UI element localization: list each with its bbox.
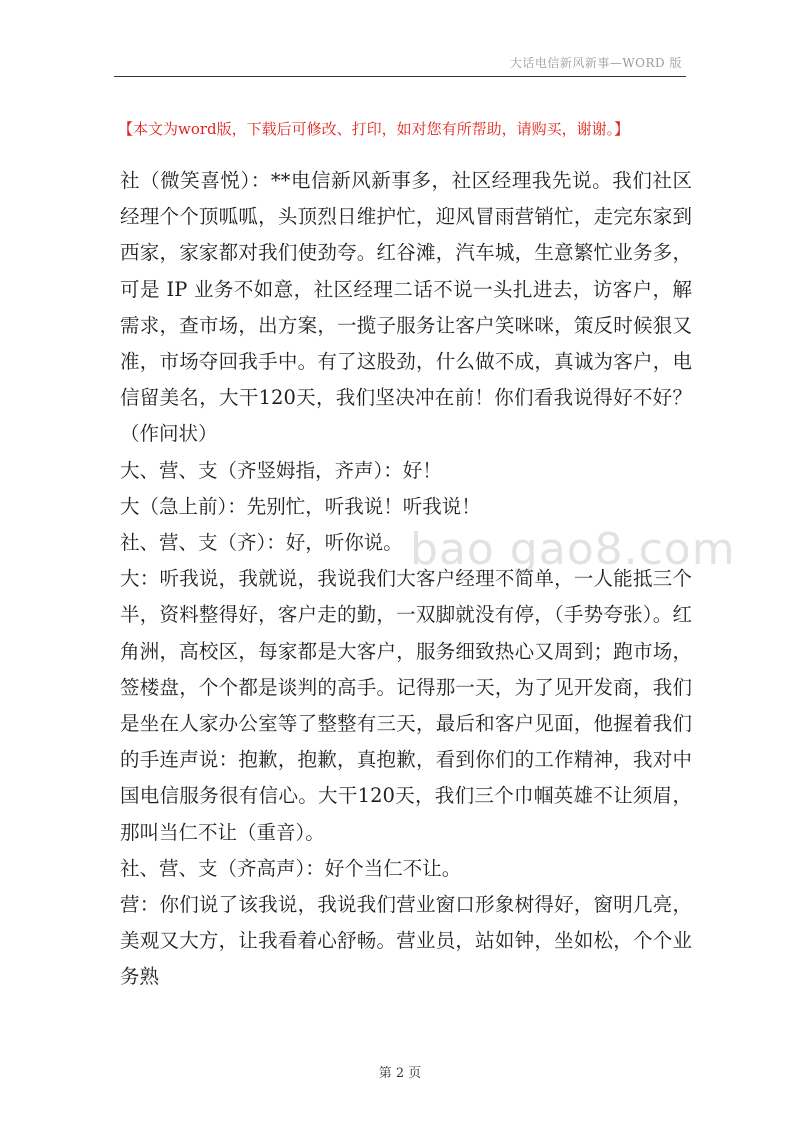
paragraph: 社、营、支（齐）：好，听你说。 [120,531,403,555]
header-rule [114,76,686,77]
download-notice: 【本文为word版，下载后可修改、打印，如对您有所帮助，请购买，谢谢。】 [118,120,630,138]
page-number: 第 2 页 [378,1066,422,1081]
running-header: 大话电信新风新事—WORD 版 [509,56,682,70]
paragraph: 大、营、支（齐竖姆指，齐声）：好！ [120,458,442,482]
paragraph: 社、营、支（齐高声）：好个当仁不让。 [120,856,462,880]
paragraph: 社（微笑喜悦）：**电信新风新事多，社区经理我先说。我们社区经理个个顶呱呱，头顶烈日维护忙，迎风冒雨营销忙，走完东家到西家，家家都对我们使劲夸。红谷滩，汽车城，生意繁忙业务多，可是 IP 业务不如意，社区经理二话不说一头扎进去，访客户，解需求，查市场，出方案，一揽子服务让客户笑咪咪，策反时候狠又准，市场夺回我手中。有了这股劲，什么做不成，真诚为客户，电信留美名，大干120天，我们坚决冲在前！你们看我说得好不好？（作问状） [120,169,692,446]
watermark: bao gao8.com [410,524,736,575]
paragraph: 大：听我说，我就说，我说我们大客户经理不简单，一人能抵三个半，资料整得好，客户走的勤，一双脚就没有停，（手势夸张）。红角洲，高校区，每家都是大客户，服务细致热心又周到；跑市场，签楼盘，个个都是谈判的高手。记得那一天，为了见开发商，我们是坐在人家办公室等了整整有三天，最后和客户见面，他握着我们的手连声说：抱歉，抱歉，真抱歉，看到你们的工作精神，我对中国电信服务很有信心。大干120天，我们三个巾帼英雄不让须眉，那叫当仁不让（重音）。 [120,567,692,844]
paragraph: 大（急上前）：先别忙，听我说！听我说！ [120,494,481,518]
body-text [120,163,692,996]
paragraph: 营：你们说了该我说，我说我们营业窗口形象树得好，窗明几亮，美观又大方，让我看着心舒畅。营业员，站如钟，坐如松，个个业务熟 [120,893,692,989]
